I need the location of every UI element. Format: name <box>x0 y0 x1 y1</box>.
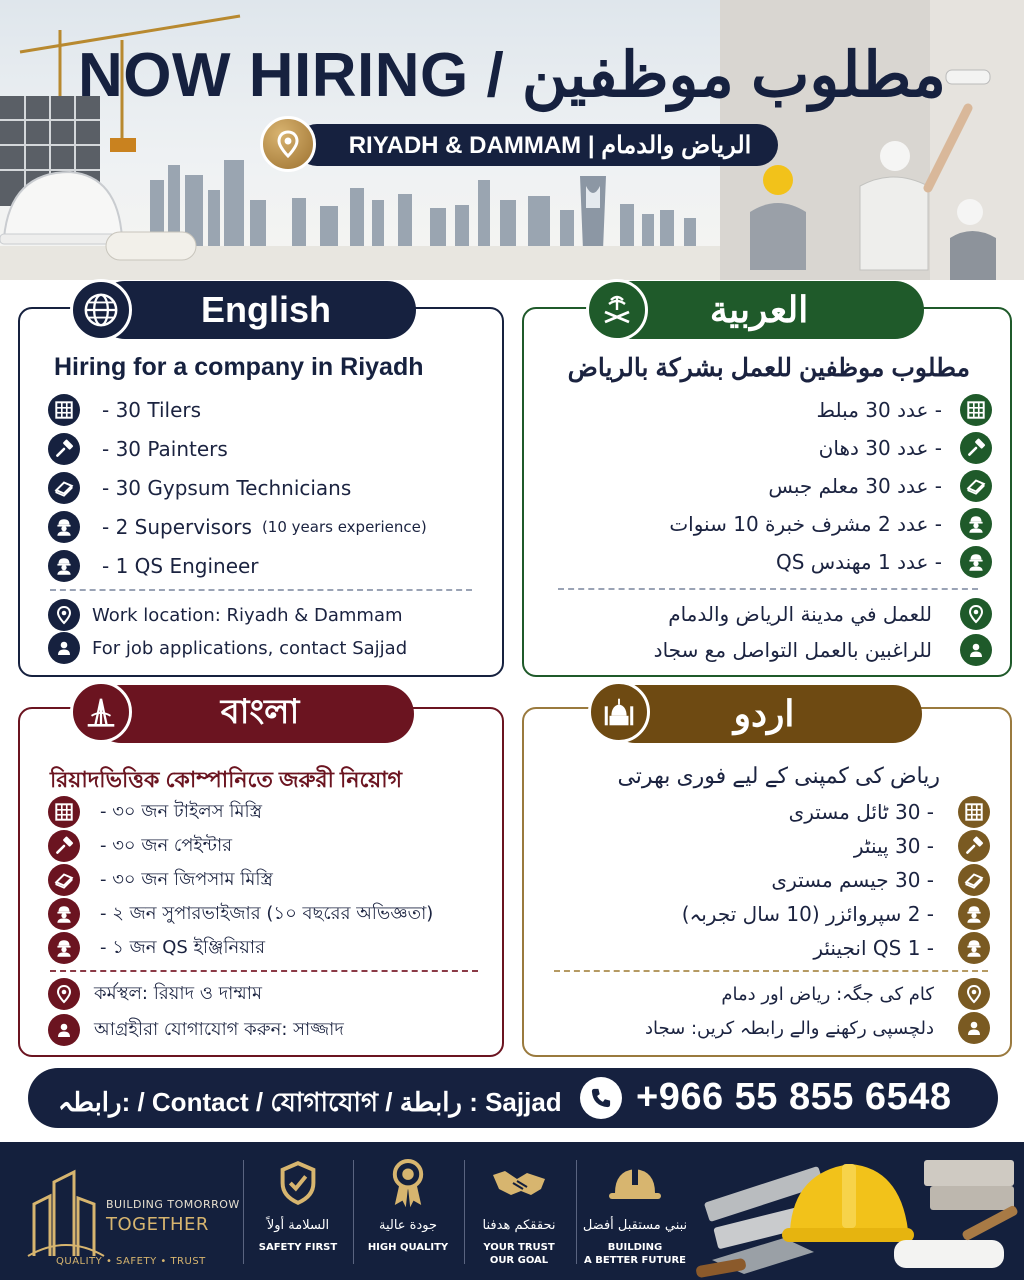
job-text: - عدد 2 مشرف خبرة 10 سنوات <box>669 512 942 536</box>
job-text: - 30 Painters <box>102 437 228 461</box>
buildings-logo-icon <box>26 1164 106 1260</box>
job-text: - 2 سپروائزر (10 سال تجربہ) <box>681 902 934 926</box>
bangla-tab <box>92 685 414 743</box>
gypsum-board-icon <box>48 864 80 896</box>
location-pin-icon <box>260 116 316 172</box>
feature-trust <box>465 1156 573 1267</box>
supervisor-icon <box>958 898 990 930</box>
brand-values: QUALITY • SAFETY • TRUST <box>56 1256 206 1267</box>
shield-check-icon <box>244 1156 352 1210</box>
list-item <box>817 393 992 427</box>
tile-icon <box>48 796 80 828</box>
divider <box>554 970 988 972</box>
header-banner <box>0 0 1024 280</box>
supervisor-icon <box>48 511 80 543</box>
bangla-card <box>18 692 504 1057</box>
brand-tagline: BUILDING TOMORROW <box>106 1198 240 1211</box>
location-pin-icon <box>960 598 992 630</box>
contact-row <box>645 1011 990 1045</box>
divider <box>576 1160 577 1264</box>
list-item <box>768 469 992 503</box>
paint-roller-icon <box>48 433 80 465</box>
job-text: - ৩০ জন পেইন্টার <box>100 834 233 856</box>
engineer-icon <box>48 932 80 964</box>
list-item <box>48 471 351 505</box>
urdu-heading: ریاض کی کمپنی کے لیے فوری بھرتی <box>617 763 940 788</box>
job-text: - 30 جیسم مستری <box>771 868 934 892</box>
contact-text: For job applications, contact Sajjad <box>92 637 408 659</box>
engineer-icon <box>48 550 80 582</box>
phone-number-link[interactable]: +966 55 855 6548 <box>636 1076 952 1118</box>
job-text: - 30 پینٹر <box>853 834 934 858</box>
job-text: - 30 ٹائل مستری <box>788 800 934 824</box>
location-text: Work location: Riyadh & Dammam <box>92 604 403 626</box>
location-text: RIYADH & DAMMAM | الرياض والدمام <box>296 124 778 166</box>
contact-text: আগ্রহীরা যোগাযোগ করুন: সাজ্জাদ <box>94 1018 344 1040</box>
location-pin-icon <box>48 599 80 631</box>
arabic-heading: مطلوب موظفين للعمل بشركة بالرياض <box>567 354 970 382</box>
feature-label-ar: جودة عالية <box>378 1218 438 1233</box>
construction-tools-illustration <box>694 1142 1024 1280</box>
list-item <box>48 549 259 583</box>
location-pin-icon <box>958 978 990 1010</box>
location-row <box>721 977 990 1011</box>
contact-row <box>48 1013 344 1047</box>
urdu-card <box>522 693 1012 1057</box>
location-text: কর্মস্থল: রিয়াদ ও দাম্মাম <box>94 982 262 1004</box>
person-icon <box>960 634 992 666</box>
arabic-tab-label: العربية <box>709 289 809 330</box>
brand-name: TOGETHER <box>106 1214 209 1235</box>
contact-text: للراغبين بالعمل التواصل مع سجاد <box>653 638 932 662</box>
brand-block <box>26 1158 240 1274</box>
job-text: - 30 Tilers <box>102 398 202 422</box>
location-text: للعمل في مدينة الرياض والدمام <box>668 602 932 626</box>
list-item <box>48 795 262 829</box>
bangla-heading: রিয়াদভিত্তিক কোম্পানিতে জরুরী নিয়োগ <box>50 767 403 792</box>
job-text: - عدد 30 مبلط <box>816 398 942 422</box>
location-row <box>48 598 403 632</box>
contact-label: رابطہ: / Contact / যোগাযোগ / رابطة : Sajjad <box>58 1087 562 1117</box>
supervisor-icon <box>960 508 992 540</box>
tile-icon <box>48 394 80 426</box>
contact-row <box>48 631 407 665</box>
english-card <box>18 289 504 677</box>
shaheed-minar-icon <box>70 681 132 743</box>
paint-roller-icon <box>48 830 80 862</box>
job-text: - ৩০ জন জিপসাম মিস্ত্রি <box>100 868 273 890</box>
divider <box>50 970 478 972</box>
job-text: - 1 QS انجینئر <box>813 936 934 960</box>
arabic-tab <box>604 281 924 339</box>
list-item <box>48 432 228 466</box>
engineer-icon <box>960 546 992 578</box>
location-row <box>668 597 992 631</box>
job-text: - 30 Gypsum Technicians <box>102 476 352 500</box>
gypsum-board-icon <box>48 472 80 504</box>
urdu-tab-label: اردو <box>733 693 795 734</box>
divider <box>50 589 472 591</box>
location-pin-icon <box>48 978 80 1010</box>
english-tab-label: English <box>200 289 331 330</box>
list-item <box>854 829 990 863</box>
list-item <box>682 897 990 931</box>
page-title: NOW HIRING / مطلوب موظفين <box>78 41 946 110</box>
feature-future <box>578 1156 692 1267</box>
gypsum-board-icon <box>960 470 992 502</box>
list-item <box>819 431 992 465</box>
person-icon <box>48 1014 80 1046</box>
footer <box>0 1142 1024 1280</box>
english-tab <box>96 281 416 339</box>
arabic-card <box>522 289 1012 677</box>
list-item <box>48 393 201 427</box>
job-text: - 1 QS Engineer <box>102 554 259 578</box>
feature-label-ar: نحققكم هدفنا <box>482 1218 556 1233</box>
job-text: - عدد 30 معلم جبس <box>768 474 942 498</box>
hard-hat-icon <box>578 1156 692 1210</box>
bangla-tab-label: বাংলা <box>220 692 300 731</box>
phone-icon[interactable] <box>580 1077 622 1119</box>
feature-safety <box>244 1156 352 1254</box>
feature-label-en: YOUR TRUST OUR GOAL <box>483 1242 555 1266</box>
location-text: کام کی جگہ: ریاض اور دمام <box>721 983 934 1005</box>
award-ribbon-icon <box>354 1156 462 1210</box>
feature-label-ar: السلامة أولاً <box>266 1218 330 1233</box>
paint-roller-icon <box>958 830 990 862</box>
job-text: - ১ জন QS ইঞ্জিনিয়ার <box>100 936 266 958</box>
list-item <box>48 897 433 931</box>
feature-quality <box>354 1156 462 1254</box>
contact-text: دلچسپی رکھنے والے رابطہ کریں: سجاد <box>645 1017 934 1039</box>
location-banner <box>260 116 778 172</box>
mosque-icon <box>588 681 650 743</box>
person-icon <box>48 632 80 664</box>
job-text: - 2 Supervisors <box>102 515 252 539</box>
list-item <box>48 863 273 897</box>
feature-label-ar: نبني مستقبل أفضل <box>582 1218 688 1233</box>
list-item <box>771 863 990 897</box>
contact-bar <box>28 1068 998 1128</box>
contact-row <box>654 633 992 667</box>
person-icon <box>958 1012 990 1044</box>
list-item <box>789 795 990 829</box>
tile-icon <box>960 394 992 426</box>
job-text: - عدد 1 مهندس QS <box>775 550 942 574</box>
urdu-tab <box>606 685 922 743</box>
handshake-icon <box>465 1156 573 1210</box>
tile-icon <box>958 796 990 828</box>
job-text: - عدد 30 دهان <box>818 436 942 460</box>
feature-label-en: HIGH QUALITY <box>367 1242 449 1253</box>
job-note: (10 years experience) <box>261 518 427 536</box>
divider <box>558 588 978 590</box>
saudi-emblem-icon <box>586 279 648 341</box>
gypsum-board-icon <box>958 864 990 896</box>
job-text: - ৩০ জন টাইলস মিস্ত্রি <box>100 800 263 822</box>
list-item <box>669 507 992 541</box>
list-item <box>813 931 990 965</box>
job-text: - ২ জন সুপারভাইজার (১০ বছরের অভিজ্ঞতা) <box>100 902 434 924</box>
english-heading: Hiring for a company in Riyadh <box>54 353 424 381</box>
location-row <box>48 977 262 1011</box>
feature-label-en: BUILDING A BETTER FUTURE <box>584 1242 686 1266</box>
paint-roller-icon <box>960 432 992 464</box>
list-item <box>48 829 232 863</box>
supervisor-icon <box>48 898 80 930</box>
feature-label-en: SAFETY FIRST <box>258 1242 338 1253</box>
globe-icon <box>70 279 132 341</box>
list-item <box>48 931 265 965</box>
engineer-icon <box>958 932 990 964</box>
list-item <box>776 545 992 579</box>
list-item <box>48 510 427 544</box>
